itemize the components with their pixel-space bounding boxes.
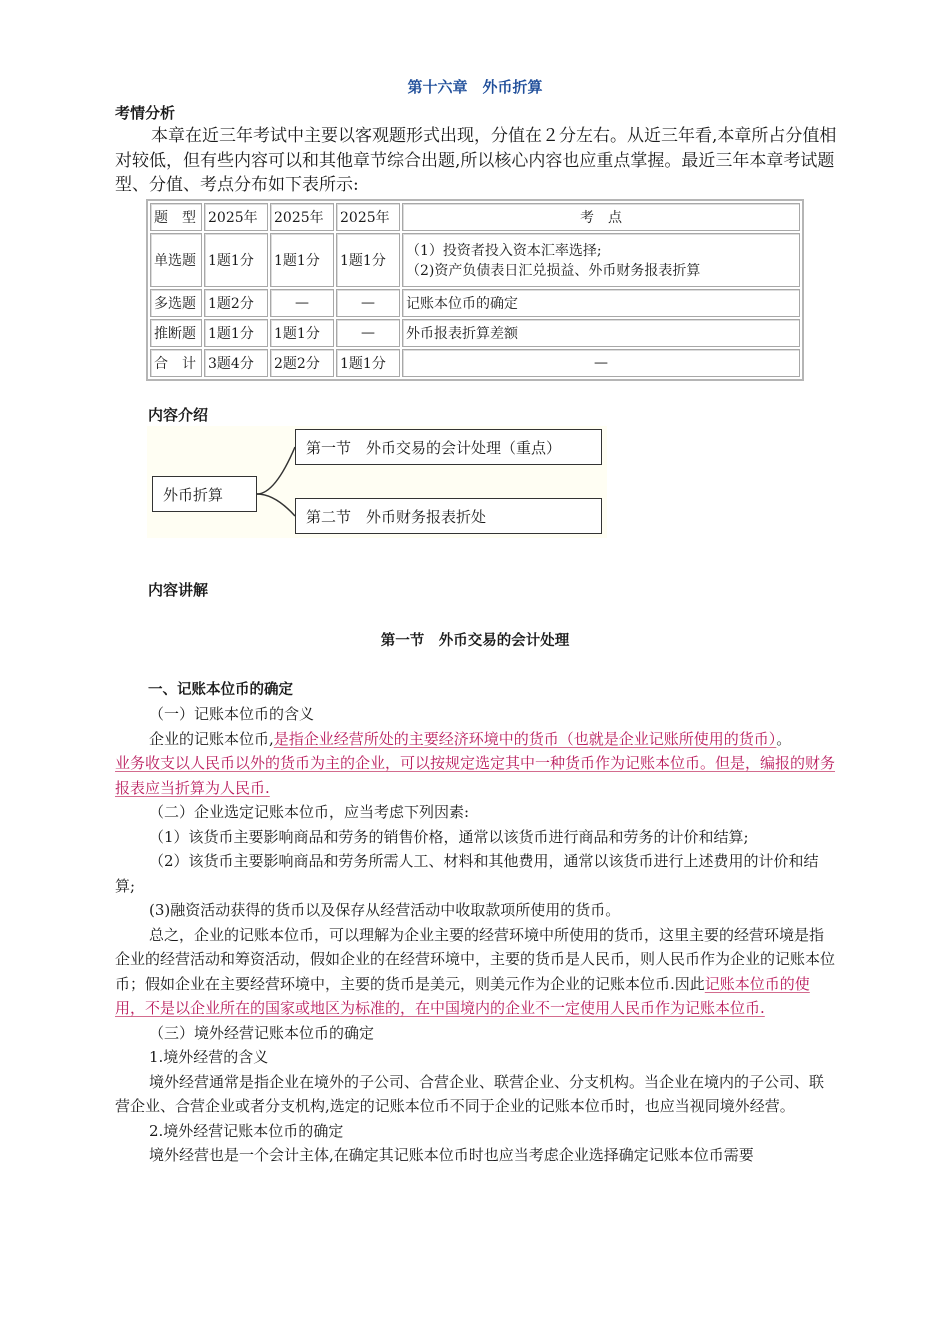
cell-year2: —	[270, 289, 334, 317]
cell-year2: 1题1分	[270, 319, 334, 347]
cell-year1: 1题1分	[204, 319, 268, 347]
chapter-mindmap	[147, 426, 607, 538]
paragraph	[115, 727, 835, 752]
factor-item: （1）该货币主要影响商品和劳务的销售价格，通常以该货币进行商品和劳务的计价和结算;	[149, 827, 749, 846]
cell-point-line: （1）投资者投入资本汇率选择;	[406, 243, 602, 259]
table-row	[150, 319, 800, 347]
paragraph	[115, 751, 835, 800]
factor-item: (3)融资活动获得的货币以及保存从经营活动中收取款项所使用的货币。	[149, 901, 621, 919]
highlighted-text: 业务收支以人民币以外的货币为主的企业，可以按规定选定其中一种货币作为记账本位币。但是，编报的财务报表应当折算为人民币.	[115, 754, 836, 797]
text-span: 总之，企业的记账本位币，可以理解为企业主要的经营环境中所使用的货币，这里主要的经营环境是指企业的经营活动和筹资活动，假如企业的在经营环境中，主要的货币是人民币，则人民币作为企业的记账本位币；假如企业在主要经营环境中，主要的货币是美元，则美元作为企业的记账本位币.因此	[115, 925, 836, 993]
cell-point: —	[402, 349, 800, 377]
cell-year3: 1题1分	[336, 349, 400, 377]
cell-point: 记账本位币的确定	[402, 289, 800, 317]
subheading: （三）境外经营记账本位币的确定	[149, 1023, 375, 1042]
paragraph	[115, 923, 835, 1021]
table-row	[150, 233, 800, 287]
mindmap-branch-section2: 第二节 外币财务报表折处	[295, 498, 602, 534]
chapter-title: 第十六章 外币折算	[407, 78, 543, 96]
text-span: 。	[776, 729, 792, 748]
header-year: 2025年	[204, 203, 268, 231]
table-row	[150, 289, 800, 317]
factor-item: （2）该货币主要影响商品和劳务所需人工、材料和其他费用，通常以该货币进行上述费用的计价和结算;	[115, 852, 819, 895]
cell-year1: 1题2分	[204, 289, 268, 317]
header-year: 2025年	[336, 203, 400, 231]
cell-type: 合 计	[150, 349, 202, 377]
cell-year2: 1题1分	[270, 233, 334, 287]
cell-year3: —	[336, 289, 400, 317]
cell-year1: 1题1分	[204, 233, 268, 287]
cell-year1: 3题4分	[204, 349, 268, 377]
header-year: 2025年	[270, 203, 334, 231]
heading-functional-currency: 一、记账本位币的确定	[148, 682, 293, 698]
mindmap-root: 外币折算	[152, 476, 257, 512]
mindmap-branch-section1: 第一节 外币交易的会计处理（重点）	[295, 429, 602, 465]
cell-year2: 2题2分	[270, 349, 334, 377]
cell-point: 外币报表折算差额	[402, 319, 800, 347]
subheading: （一）记账本位币的含义	[149, 705, 315, 723]
cell-point	[402, 233, 800, 287]
analysis-heading: 考情分析	[115, 104, 176, 122]
numbered-heading: 2.境外经营记账本位币的确定	[149, 1121, 344, 1140]
cell-type: 推断题	[150, 319, 202, 347]
highlighted-text: 是指企业经营所处的主要经济环境中的货币（也就是企业记账所使用的货币）	[273, 729, 777, 748]
header-type: 题 型	[150, 203, 202, 231]
section-title: 第一节 外币交易的会计处理	[380, 633, 570, 649]
highlighted-text: 记账本位币的使用，不是以企业所在的国家或地区为标准的，在中国境内的企业不一定使用人民币作为记账本位币.	[115, 974, 810, 1017]
content-intro-heading: 内容介绍	[148, 406, 209, 424]
paragraph: 境外经营也是一个会计主体,在确定其记账本位币时也应当考虑企业选择确定记账本位币需要	[149, 1146, 754, 1164]
table-header-row	[150, 203, 800, 231]
cell-point-line: （2)资产负债表日汇兑损益、外币财务报表折算	[406, 263, 701, 279]
cell-year3: —	[336, 319, 400, 347]
section-body	[115, 702, 835, 1168]
table-row	[150, 349, 800, 377]
analysis-paragraph: 本章在近三年考试中主要以客观题形式出现，分值在２分左右。从近三年看,本章所占分值相对较低，但有些内容可以和其他章节综合出题,所以核心内容也应重点掌握。最近三年本章考试题型、分值、考点分布如下表所示:	[115, 126, 837, 195]
cell-year3: 1题1分	[336, 233, 400, 287]
paragraph: 境外经营通常是指企业在境外的子公司、合营企业、联营企业、分支机构。当企业在境内的子公司、联营企业、合营企业或者分支机构,选定的记账本位币不同于企业的记账本位币时，也应当视同境外经营。	[115, 1072, 825, 1115]
numbered-heading: 1.境外经营的含义	[149, 1048, 269, 1066]
cell-type: 多选题	[150, 289, 202, 317]
header-point: 考 点	[402, 203, 800, 231]
cell-type: 单选题	[150, 233, 202, 287]
exam-distribution-table	[146, 199, 804, 381]
content-explain-heading: 内容讲解	[148, 581, 209, 599]
subheading: （二）企业选定记账本位币，应当考虑下列因素:	[149, 803, 470, 821]
text-span: 企业的记账本位币,	[149, 729, 274, 748]
